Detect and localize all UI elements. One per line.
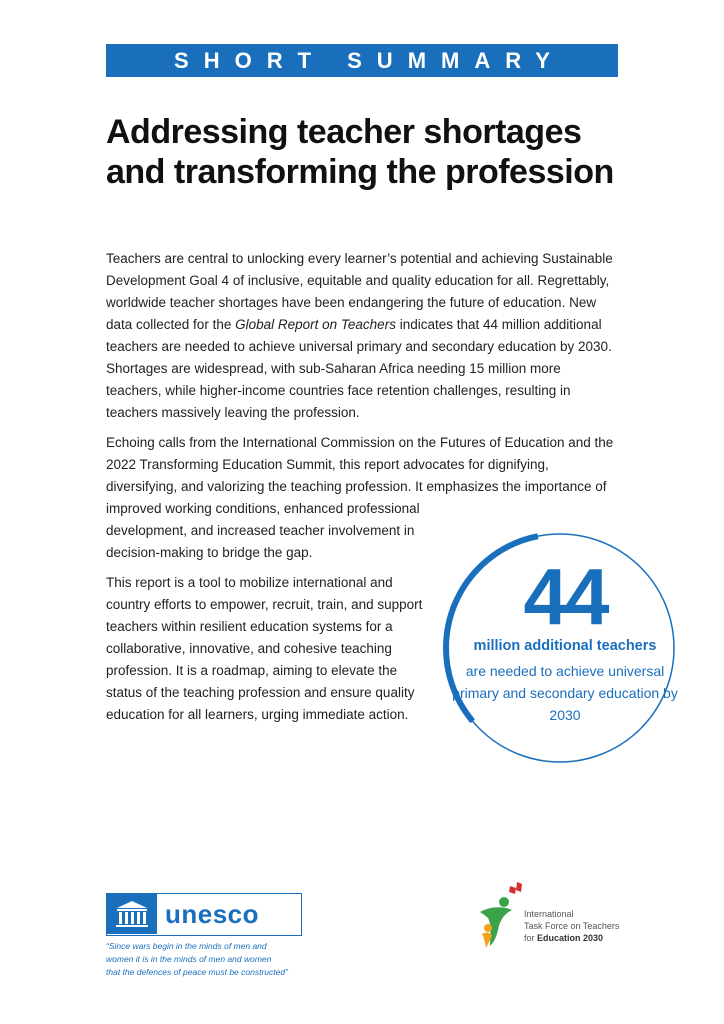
short-summary-banner: SHORT SUMMARY	[106, 44, 618, 77]
stat-callout	[430, 530, 700, 766]
teacher-task-force-icon	[474, 880, 524, 950]
intro-paragraph: Teachers are central to unlocking every learner’s potential and achieving Sustainable Development Goal 4 of inclusive, equitable and quality education for all. Regrettably, worldwide teacher shortages have been endangering the future of education. New data collected for the Global Report on Teachers indicates that 44 million additional teachers are needed to achieve universal primary and secondary education by 2030. Shortages are widespread, with sub-Saharan Africa needing 15 million more teachers, while higher-income countries face retention challenges, resulting in teachers massively leaving the profession.	[106, 251, 613, 420]
unesco-wordmark: unesco	[165, 899, 260, 929]
page-title: Addressing teacher shortages and transforming the profession	[106, 113, 614, 191]
report-title-italic: Global Report on Teachers	[235, 317, 396, 332]
stat-headline: million additional teachers	[473, 638, 657, 654]
unesco-logo	[106, 893, 302, 936]
roadmap-paragraph: This report is a tool to mobilize international and country efforts to empower, recruit, train, and support teachers within resilient education systems for a collaborative, innovative, and cohesive teaching profession. It is a roadmap, aiming to elevate the status of the teaching profession and ensure quality education for all learners, urging immediate action.	[106, 575, 423, 722]
stat-description: are needed to achieve universal primary and secondary education by 2030	[452, 663, 678, 723]
stat-number: 44	[523, 552, 607, 641]
unesco-temple-icon	[107, 894, 157, 934]
taskforce-name: International Task Force on Teachers for Education 2030	[524, 909, 620, 943]
advocacy-paragraph: Echoing calls from the International Commission on the Futures of Education and the 2022 Transforming Education Summit, this report advocates for dignifying, diversifying, and valorizing the teaching profession. It emphasizes the importance of improved working conditions, enhanced professional development, and increased teacher involvement in decision-making to bridge the gap.	[106, 435, 614, 560]
unesco-motto: “Since wars begin in the minds of men and women it is in the minds of men and women that the defences of peace must be constructed”	[106, 941, 288, 977]
